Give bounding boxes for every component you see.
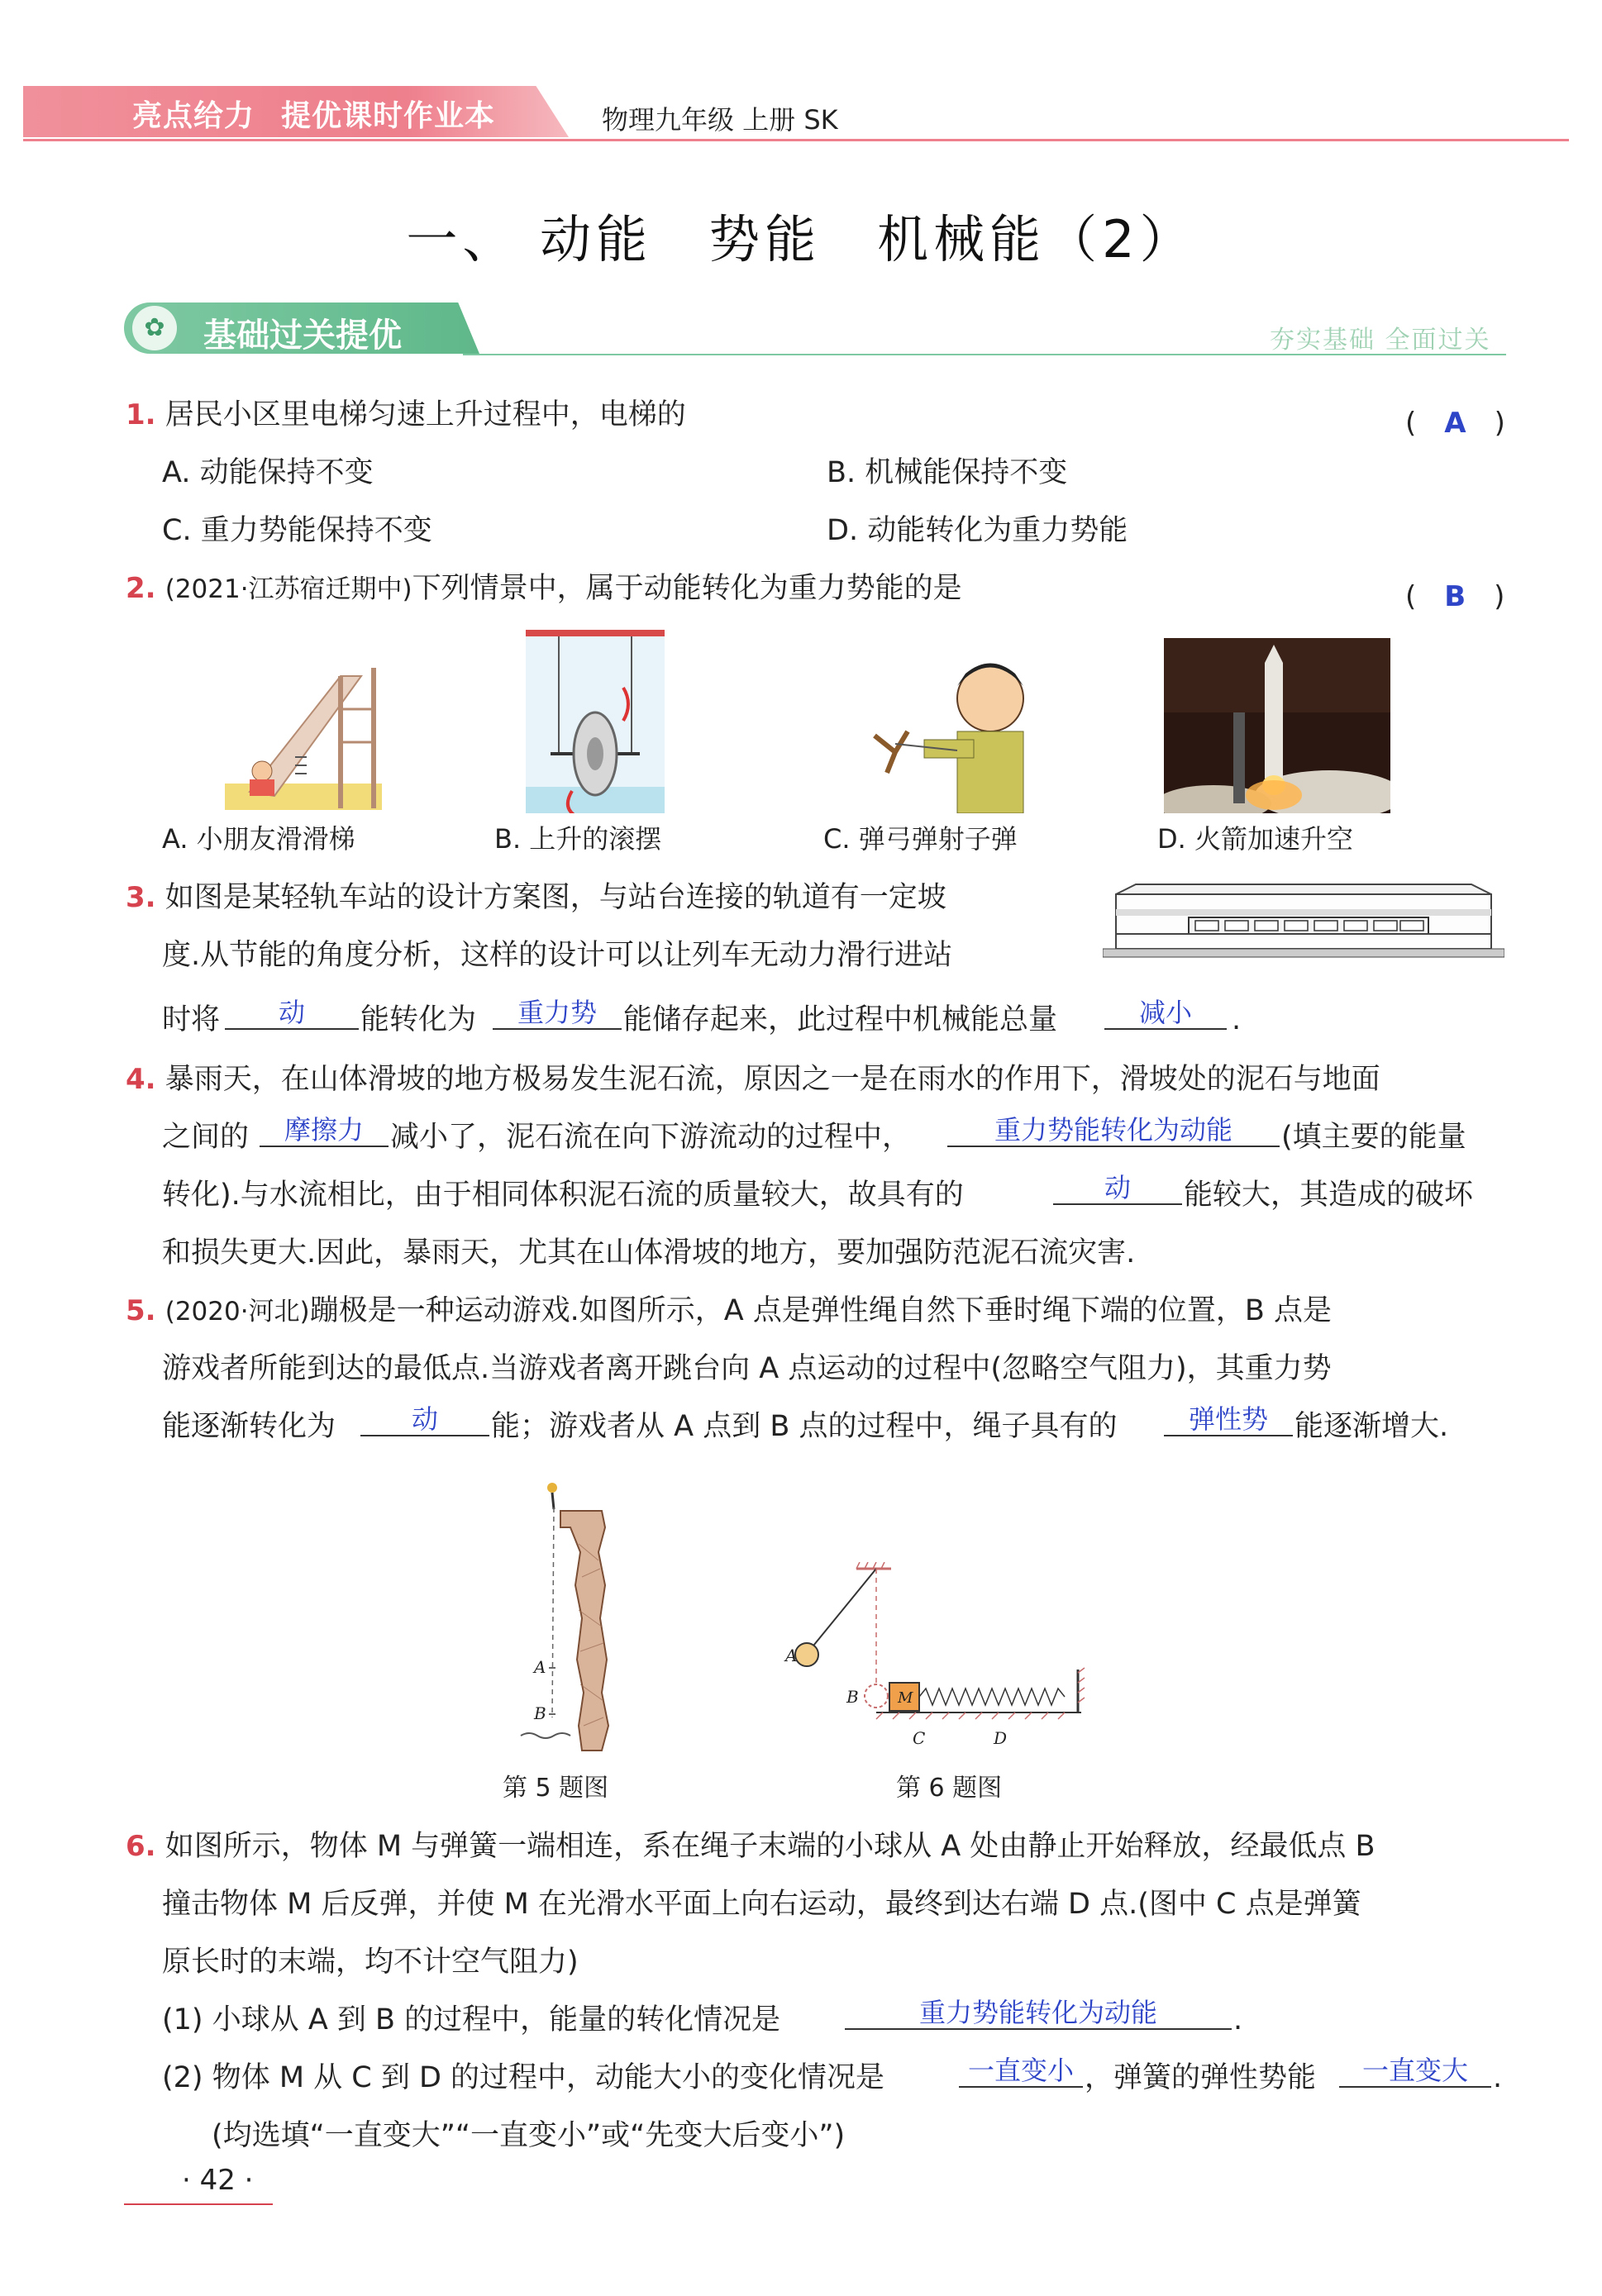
question-6-line-2: 撞击物体 M 后反弹，并使 M 在光滑水平面上向右运动，最终到达右端 D 点.(图中 C 点是弹簧: [162, 1888, 1361, 1921]
question-4-line-1: 4. 暴雨天，在山体滑坡的地方极易发生泥石流，原因之一是在雨水的作用下，滑坡处的泥石与地面: [126, 1063, 1380, 1096]
q3-line-3-d: .: [1232, 1003, 1242, 1036]
question-1-stem: 1. 居民小区里电梯匀速上升过程中，电梯的: [126, 398, 686, 431]
slingshot-picture: [866, 653, 1048, 813]
fig6-label-a: A: [785, 1646, 798, 1665]
q6-part-1-text: (1) 小球从 A 到 B 的过程中，能量的转化情况是: [162, 2003, 781, 2036]
q5-blank-2: 弹性势: [1164, 1403, 1293, 1436]
q3-line-3-a: 时将: [162, 1003, 221, 1036]
subject-label: 物理九年级 上册 SK: [602, 104, 838, 136]
sprout-icon: ✿: [132, 306, 177, 350]
page-number-line: [124, 2203, 273, 2205]
q1-option-a: A. 动能保持不变: [162, 456, 374, 489]
fig6-label-m: M: [898, 1689, 913, 1707]
q6-part-1-end: .: [1233, 2003, 1243, 2036]
question-5-line-2: 游戏者所能到达的最低点.当游戏者离开跳台向 A 点运动的过程中(忽略空气阻力)，其重力势: [162, 1352, 1332, 1385]
q6-part-1-blank: 重力势能转化为动能: [845, 1997, 1232, 2030]
q4-line-2-c: (填主要的能量: [1281, 1121, 1466, 1154]
page-number: · 42 ·: [182, 2164, 254, 2197]
q2-caption-a: A. 小朋友滑滑梯: [162, 823, 355, 855]
train-station-picture: [1103, 876, 1504, 964]
section-slogan: 夯实基础 全面过关: [1270, 326, 1491, 355]
q3-blank-1: 动: [225, 997, 359, 1030]
q4-blank-3: 动: [1053, 1172, 1182, 1205]
question-6-line-3: 原长时的末端，均不计空气阻力): [162, 1946, 579, 1979]
q3-blank-3: 减小: [1104, 997, 1227, 1030]
q6-part-2-blank-2: 一直变大: [1339, 2055, 1491, 2088]
page-title: 一、 动能 势能 机械能（2）: [406, 209, 1196, 269]
fig6-label-d: D: [994, 1728, 1008, 1748]
q5-line-3-a: 能逐渐转化为: [162, 1410, 336, 1443]
q2-caption-c: C. 弹弓弹射子弹: [823, 823, 1018, 855]
q6-part-2-end: .: [1493, 2061, 1503, 2094]
answer-2: B: [1444, 580, 1466, 613]
question-3-line-2: 度.从节能的角度分析，这样的设计可以让列车无动力滑行进站: [162, 939, 953, 972]
question-4-line-4: 和损失更大.因此，暴雨天，尤其在山体滑坡的地方，要加强防范泥石流灾害.: [162, 1236, 1136, 1269]
q6-part-2-middle: ，弹簧的弹性势能: [1085, 2061, 1317, 2094]
q5-blank-1: 动: [360, 1403, 489, 1436]
q1-option-d: D. 动能转化为重力势能: [827, 514, 1128, 547]
q4-blank-2: 重力势能转化为动能: [947, 1114, 1280, 1147]
q3-line-3-c: 能储存起来，此过程中机械能总量: [623, 1003, 1058, 1036]
fig5-label-b: B: [534, 1703, 546, 1723]
pendulum-spring-figure: [777, 1562, 1124, 1755]
section-title: 基础过关提优: [203, 317, 402, 355]
q2-caption-b: B. 上升的滚摆: [494, 823, 662, 855]
q4-line-2-a: 之间的: [162, 1121, 250, 1154]
answer-bracket-1: ( A ): [1405, 407, 1505, 440]
answer-1: A: [1444, 407, 1466, 440]
q4-line-3-a: 转化).与水流相比，由于相同体积泥石流的质量较大，故具有的: [162, 1179, 964, 1212]
bungee-figure: [513, 1478, 628, 1754]
q6-fill-note: (均选填“一直变大”“一直变小”或“先变大后变小”): [212, 2119, 846, 2152]
rocket-launch-picture: [1164, 638, 1390, 813]
q6-part-2-blank-1: 一直变小: [959, 2055, 1083, 2088]
fig5-label-a: A: [534, 1657, 546, 1677]
brand-name: 亮点给力: [132, 99, 255, 133]
fig6-label-c: C: [913, 1728, 926, 1748]
series-name: 提优课时作业本: [281, 99, 496, 133]
question-5-line-1: 5. (2020·河北)蹦极是一种运动游戏.如图所示，A 点是弹性绳自然下垂时绳下端的位置，B 点是: [126, 1294, 1332, 1327]
q1-option-c: C. 重力势能保持不变: [162, 514, 432, 547]
question-6-line-1: 6. 如图所示，物体 M 与弹簧一端相连，系在绳子末端的小球从 A 处由静止开始释放，经最低点 B: [126, 1830, 1376, 1863]
q4-blank-1: 摩擦力: [260, 1114, 389, 1147]
figure-5-caption: 第 5 题图: [503, 1774, 609, 1803]
q4-line-3-b: 能较大，其造成的破坏: [1184, 1179, 1474, 1212]
slide-picture: [217, 660, 387, 813]
q3-blank-2: 重力势: [493, 997, 622, 1030]
question-3-line-1: 3. 如图是某轻轨车站的设计方案图，与站台连接的轨道有一定坡: [126, 881, 946, 914]
q3-line-3-b: 能转化为: [360, 1003, 477, 1036]
figure-6-caption: 第 6 题图: [896, 1774, 1003, 1803]
fig6-label-b: B: [846, 1687, 859, 1707]
q1-option-b: B. 机械能保持不变: [827, 456, 1068, 489]
q4-line-2-b: 减小了，泥石流在向下游流动的过程中，: [390, 1121, 912, 1154]
q5-line-3-c: 能逐渐增大.: [1294, 1410, 1449, 1443]
q6-part-2-text: (2) 物体 M 从 C 到 D 的过程中，动能大小的变化情况是: [162, 2061, 885, 2094]
rolling-pendulum-picture: [526, 630, 665, 813]
question-2-stem: 2. (2021·江苏宿迁期中)下列情景中，属于动能转化为重力势能的是: [126, 572, 962, 605]
q2-caption-d: D. 火箭加速升空: [1157, 823, 1353, 855]
answer-bracket-2: ( B ): [1405, 580, 1505, 613]
q5-line-3-b: 能；游戏者从 A 点到 B 点的过程中，绳子具有的: [491, 1410, 1118, 1443]
header-divider: [23, 139, 1569, 141]
